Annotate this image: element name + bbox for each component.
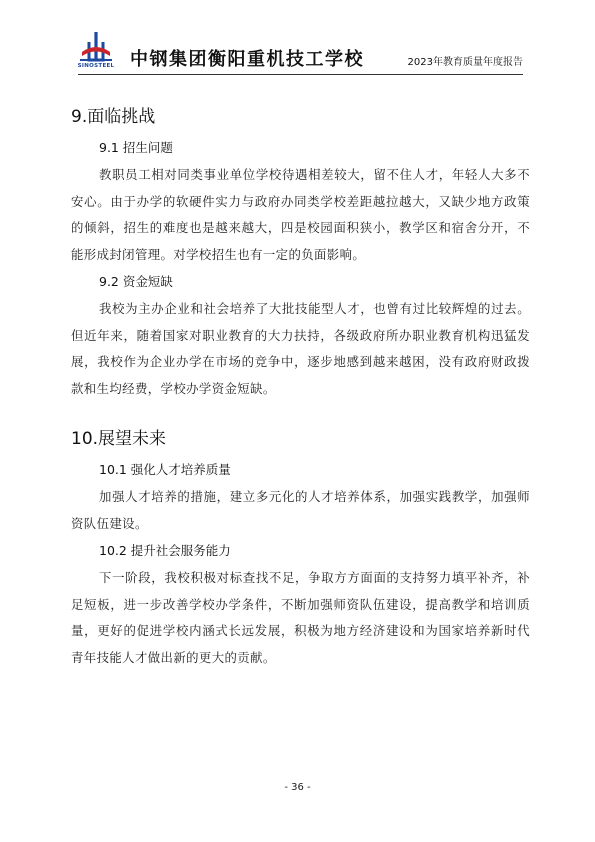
school-name: 中钢集团衡阳重机技工学校 [130,49,364,70]
section-10-1-heading: 10.1 强化人才培养质量 [99,462,231,477]
section-10-2-heading: 10.2 提升社会服务能力 [99,543,231,558]
section-10-heading: 10.展望未来 [71,429,167,449]
header-divider [78,74,523,75]
section-9-2-paragraph: 我校为主办企业和社会培养了大批技能型人才，也曾有过比较辉煌的过去。但近年来，随着国家对职业教育的大力扶持，各级政府所办职业教育机构迅猛发展，我校作为企业办学在市场的竞争中，逐步地感到越来越困，没有政府财政拨款和生均经费，学校办学资金短缺。 [71,301,530,396]
section-9-1-heading: 9.1 招生问题 [99,140,173,155]
section-10-1-paragraph: 加强人才培养的措施，建立多元化的人才培养体系，加强实践教学，加强师资队伍建设。 [71,489,530,531]
report-title: 2023年教育质量年度报告 [407,57,523,68]
page-header [0,0,595,78]
section-9-heading: 9.面临挑战 [71,107,156,127]
section-9-2-heading: 9.2 资金短缺 [99,274,173,289]
section-10-2-paragraph: 下一阶段，我校积极对标查找不足，争取方方面面的支持努力填平补齐，补足短板，进一步改善学校办学条件，不断加强师资队伍建设，提高教学和培训质量，更好的促进学校内涵式长远发展，积极为地方经济建设和为国家培养新时代青年技能人才做出新的更大的贡献。 [71,570,530,665]
page-number: - 36 - [284,782,311,793]
section-9-1-paragraph: 教职员工相对同类事业单位学校待遇相差较大，留不住人才，年轻人大多不安心。由于办学的软硬件实力与政府办同类学校差距越拉越大，又缺少地方政策的倾斜，招生的难度也是越来越大，四是校园面积狭小，教学区和宿舍分开，不能形成封闭管理。对学校招生也有一定的负面影响。 [71,167,530,262]
logo-text: SINOSTEEL [77,63,115,69]
page-content [71,100,530,671]
